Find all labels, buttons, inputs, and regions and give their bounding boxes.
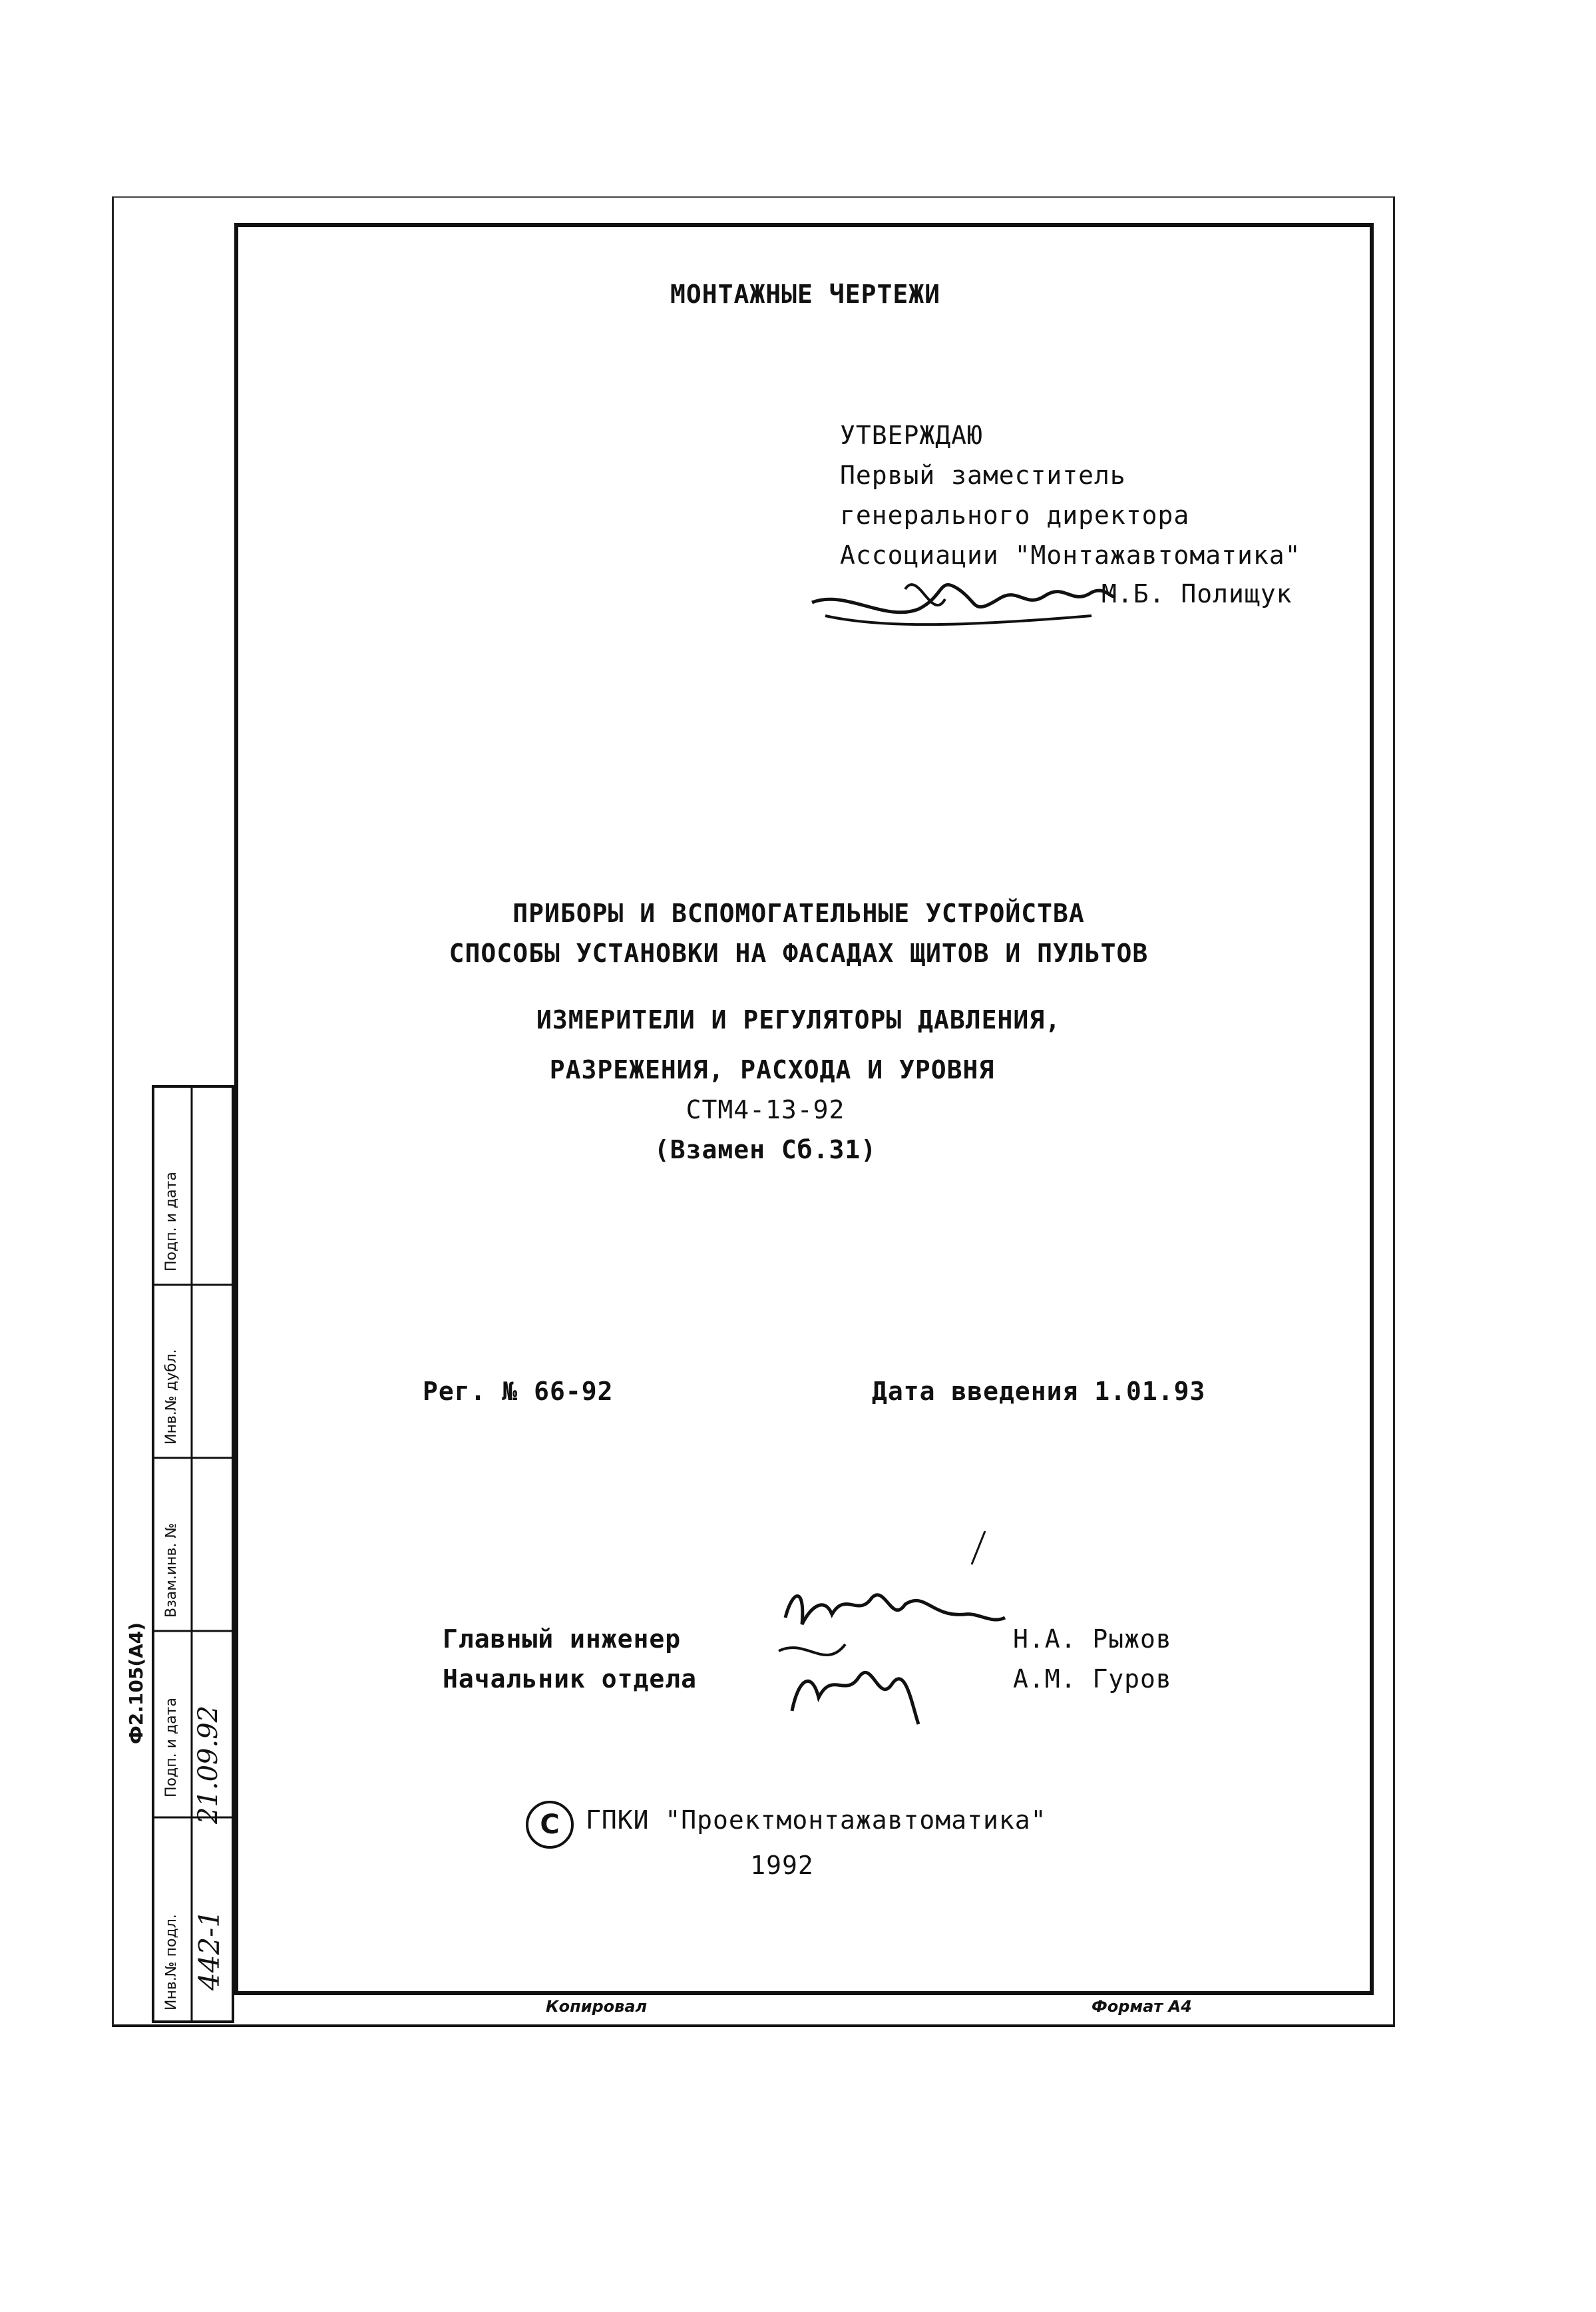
stamp-label-replace-inv: Взам.инв. №: [163, 1522, 180, 1618]
title-line-1: ПРИБОРЫ И ВСПОМОГАТЕЛЬНЫЕ УСТРОЙСТВА: [512, 899, 1085, 928]
document-code: СТМ4-13-92: [686, 1095, 845, 1124]
chief-engineer-role: Главный инженер: [443, 1624, 682, 1654]
replaces-note: (Взамен Сб.31): [654, 1135, 877, 1164]
form-code: Ф2.105(А4): [125, 1622, 147, 1744]
footer-format: Формат А4: [1092, 1997, 1192, 2016]
approval-line-2: генерального директора: [840, 501, 1190, 530]
stamp-label-orig-inv: Инв.№ подл.: [163, 1914, 180, 2010]
title-line-4: РАЗРЕЖЕНИЯ, РАСХОДА И УРОВНЯ: [549, 1055, 995, 1084]
stamp-label-sign-date: Подп. и дата: [163, 1698, 180, 1797]
footer-copied: Копировал: [546, 1997, 648, 2016]
stamp-label-sign-date-top: Подп. и дата: [163, 1172, 180, 1272]
approval-line-3: Ассоциации "Монтажавтоматика": [840, 541, 1301, 570]
department-head-role: Начальник отдела: [443, 1664, 698, 1694]
registration-number: Рег. № 66-92: [423, 1377, 614, 1406]
effective-date: Дата введения 1.01.93: [872, 1377, 1206, 1406]
approval-word: УТВЕРЖДАЮ: [840, 421, 983, 450]
stamp-date-value: 21.09.92: [193, 1705, 224, 1824]
publisher-year: 1992: [750, 1851, 814, 1880]
approval-line-1: Первый заместитель: [840, 461, 1126, 490]
publisher-name: ГПКИ "Проектмонтажавтоматика": [586, 1805, 1047, 1835]
approver-signature: [805, 563, 1118, 636]
handwritten-signatures: [765, 1524, 1012, 1737]
stamp-label-dup-inv: Инв.№ дубл.: [163, 1349, 180, 1445]
title-line-2: СПОСОБЫ УСТАНОВКИ НА ФАСАДАХ ЩИТОВ И ПУЛЬТОВ: [449, 939, 1149, 968]
department-head-name: А.М. Гуров: [1013, 1664, 1172, 1694]
title-line-3: ИЗМЕРИТЕЛИ И РЕГУЛЯТОРЫ ДАВЛЕНИЯ,: [536, 1005, 1061, 1035]
document-type-title: МОНТАЖНЫЕ ЧЕРТЕЖИ: [670, 280, 940, 309]
stamp-inventory-value: 442-1: [193, 1909, 226, 1990]
chief-engineer-name: Н.А. Рыжов: [1013, 1624, 1172, 1654]
copyright-icon: С: [526, 1801, 574, 1849]
approver-name: М.Б. Полищук: [1101, 579, 1293, 608]
